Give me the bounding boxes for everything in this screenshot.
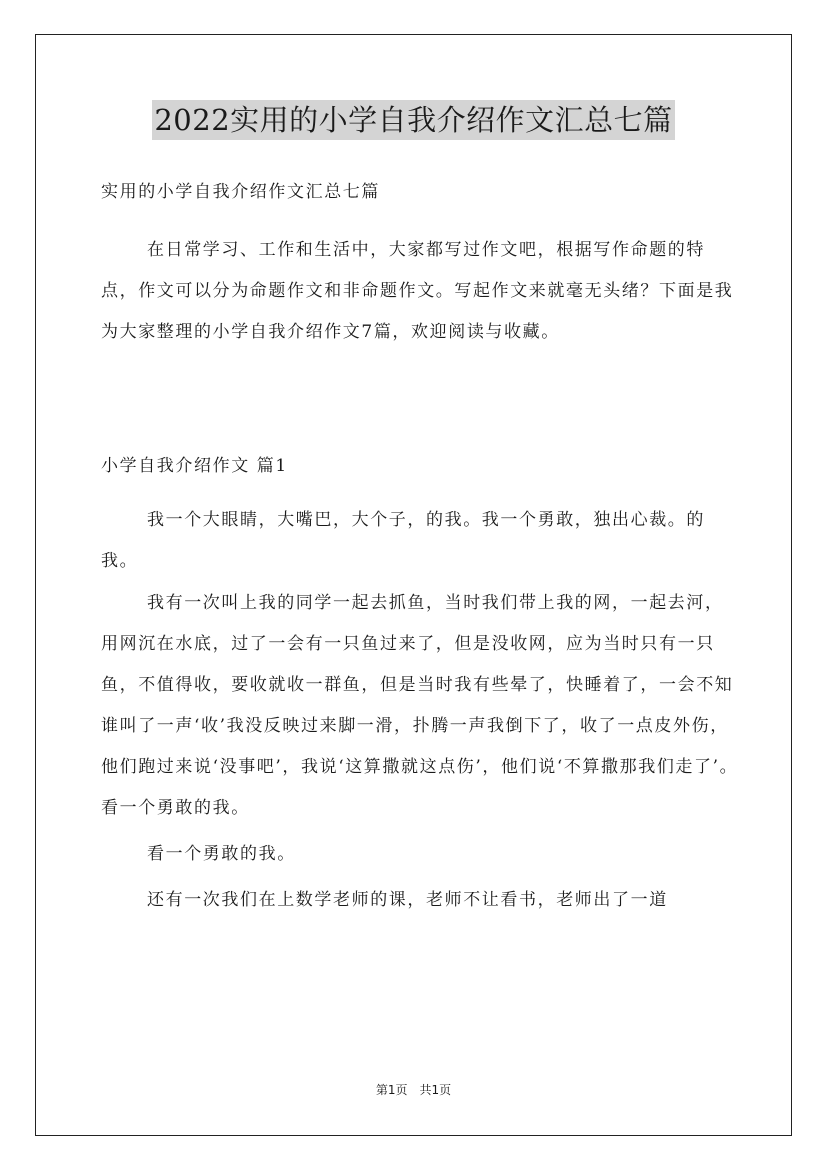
body-paragraph: 我有一次叫上我的同学一起去抓鱼，当时我们带上我的网，一起去河，用网沉在水底，过了一会有一只鱼过来了，但是没收网，应为当时只有一只鱼，不值得收，要收就收一群鱼，但是当时我有些晕了，快睡着了，一会不知谁叫了一声‘收’我没反映过来脚一滑，扑腾一声我倒下了，收了一点皮外伤，他们跑过来说‘没事吧’，我说‘这算撒就这点伤’，他们说‘不算撒那我们走了’。看一个勇敢的我。 [101,593,739,818]
section-heading: 小学自我介绍作文 篇1 [101,456,288,476]
page-footer [0,1082,827,1098]
body-paragraph: 看一个勇敢的我。 [147,844,296,864]
article-body [101,500,741,922]
page-total: 共1页 [419,1083,452,1097]
document-subtitle: 实用的小学自我介绍作文汇总七篇 [101,182,380,202]
intro-paragraph: 在日常学习、工作和生活中，大家都写过作文吧，根据写作命题的特点，作文可以分为命题作文和非命题作文。写起作文来就毫无头绪？下面是我为大家整理的小学自我介绍作文7篇，欢迎阅读与收藏。 [101,240,734,342]
page-number: 第1页 [375,1083,408,1097]
title-container [0,100,827,140]
body-paragraph: 我一个大眼睛，大嘴巴，大个子，的我。我一个勇敢，独出心裁。的我。 [101,510,705,571]
body-paragraph: 还有一次我们在上数学老师的课，老师不让看书，老师出了一道 [147,890,668,910]
document-title: 2022实用的小学自我介绍作文汇总七篇 [152,100,674,140]
